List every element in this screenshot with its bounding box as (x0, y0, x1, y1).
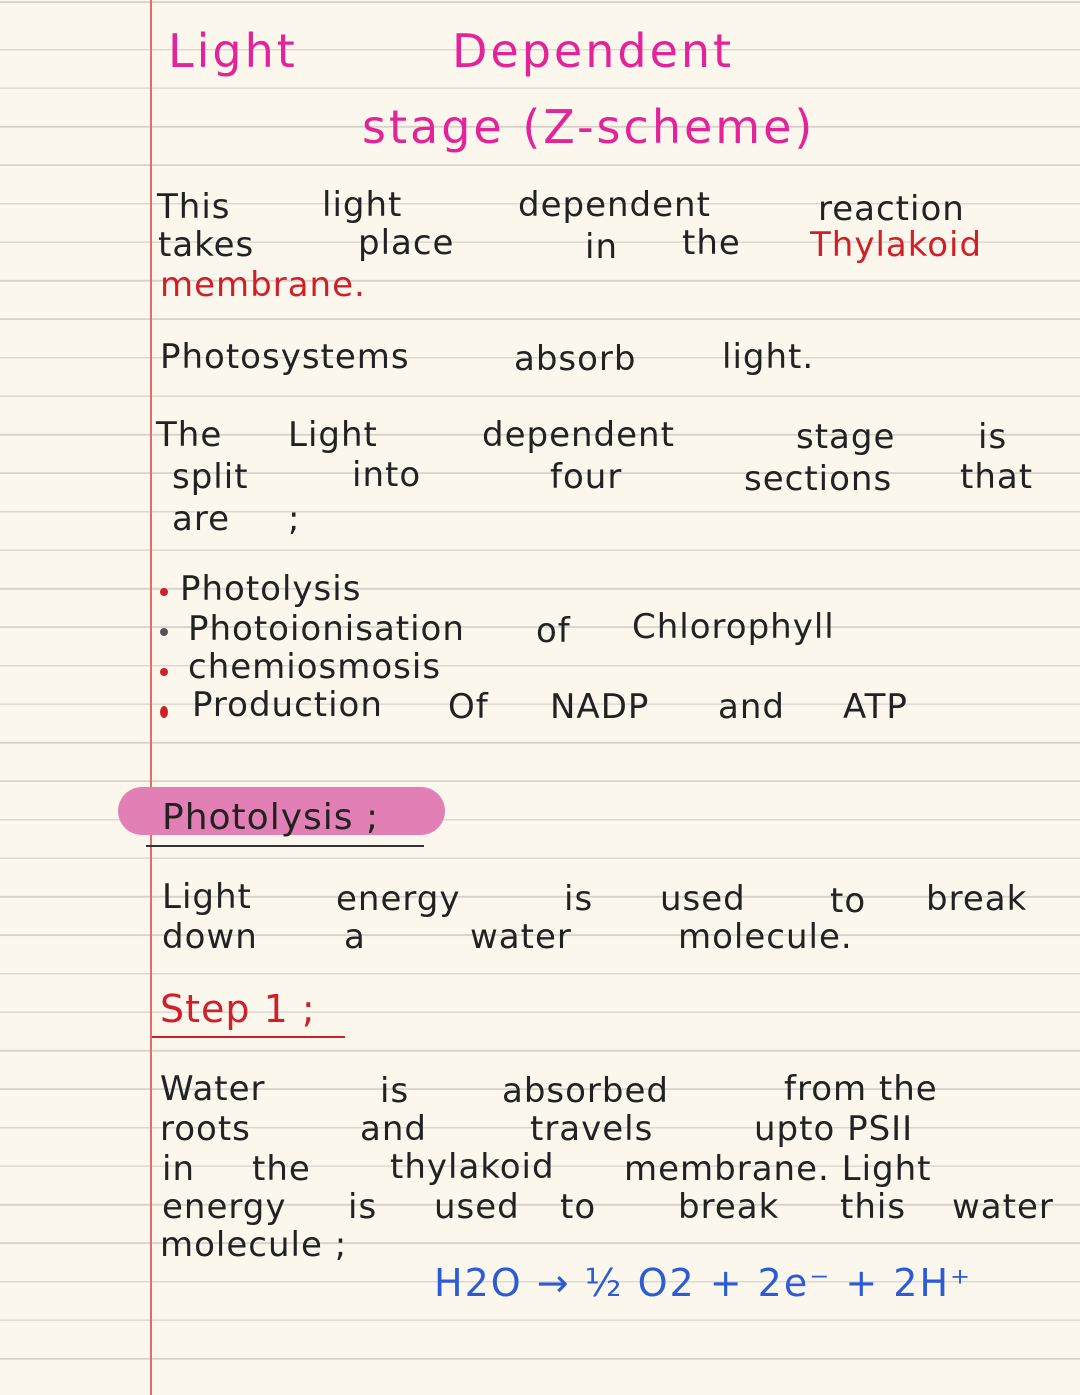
sections-word: into (352, 455, 422, 495)
photolysis-heading: Photolysis ; (162, 797, 380, 838)
step1-word: is (348, 1187, 378, 1227)
intro-word: in (585, 227, 618, 267)
intro-word: This (157, 187, 231, 227)
intro-word: dependent (518, 185, 711, 225)
definition-word: to (830, 881, 867, 921)
bullet-dot-icon (160, 628, 168, 636)
photosystems-word: Photosystems (160, 337, 410, 377)
step1-word: water (952, 1187, 1054, 1227)
sections-word: The (156, 415, 223, 455)
title-word-light: Light (168, 24, 298, 78)
sections-word: four (550, 457, 623, 497)
step1-word: travels (530, 1109, 654, 1149)
step1-word: thylakoid (390, 1147, 555, 1187)
step1-word: molecule ; (160, 1225, 348, 1265)
step1-word: the (252, 1149, 311, 1189)
step1-word: upto PSII (754, 1109, 914, 1149)
photosystems-word: light. (722, 337, 815, 377)
bullet-dot-icon (160, 706, 168, 718)
bullet-item-of: Of (448, 687, 489, 727)
bullet-item: chemiosmosis (188, 647, 442, 687)
definition-word: is (564, 879, 594, 919)
step1-word: break (678, 1187, 780, 1227)
title-word-dependent: Dependent (452, 24, 735, 78)
step1-heading: Step 1 ; (160, 987, 316, 1031)
photosystems-word: absorb (514, 339, 637, 379)
bullet-item-of: of (536, 611, 571, 651)
definition-word: used (660, 879, 746, 919)
intro-word: place (358, 223, 455, 263)
title-line2: stage (Z-scheme) (362, 100, 816, 154)
step1-word: roots (160, 1109, 251, 1149)
step1-word: energy (162, 1187, 287, 1227)
photolysis-equation: H2O → ½ O2 + 2e⁻ + 2H⁺ (434, 1261, 973, 1305)
step1-word: to (560, 1187, 597, 1227)
definition-word: molecule. (678, 917, 853, 957)
intro-word: light (322, 185, 403, 225)
intro-word: the (682, 223, 741, 263)
bullet-item-atp: ATP (843, 687, 908, 727)
sections-word: that (960, 457, 1034, 497)
bullet-item-and: and (718, 687, 785, 727)
definition-word: break (926, 879, 1028, 919)
step1-word: membrane. Light (624, 1149, 932, 1189)
step1-word: this (840, 1187, 907, 1227)
bullet-item: Photolysis (180, 569, 362, 609)
bullet-item: Production (192, 685, 383, 725)
step1-word: used (434, 1187, 520, 1227)
sections-word: is (978, 417, 1008, 457)
step1-underline (152, 1036, 345, 1038)
step1-word: from the (784, 1069, 938, 1109)
bullet-item: Photoionisation (188, 609, 465, 649)
step1-word: is (380, 1071, 410, 1111)
bullet-dot (160, 576, 168, 606)
definition-word: Light (162, 877, 252, 917)
intro-membrane: membrane. (160, 265, 366, 305)
intro-word: takes (158, 225, 255, 265)
definition-word: energy (336, 879, 461, 919)
bullet-item-chlorophyll: Chlorophyll (632, 607, 835, 647)
definition-word: down (162, 917, 258, 957)
step1-word: absorbed (502, 1071, 669, 1111)
margin-line (150, 0, 152, 1395)
step1-word: in (162, 1149, 195, 1189)
bullet-dot (160, 656, 168, 686)
heading-underline (146, 845, 424, 847)
step1-word: and (360, 1109, 427, 1149)
bullet-dot (160, 696, 168, 726)
bullet-dot (160, 616, 168, 646)
intro-word: reaction (818, 189, 965, 229)
definition-word: water (470, 917, 572, 957)
bullet-item-nadp: NADP (550, 687, 650, 727)
sections-word: sections (744, 459, 893, 499)
sections-word: ; (288, 499, 301, 539)
bullet-dot-icon (160, 588, 168, 596)
intro-thylakoid: Thylakoid (810, 225, 983, 265)
bullet-dot-icon (160, 668, 168, 676)
definition-word: a (344, 917, 366, 957)
step1-word: Water (160, 1069, 266, 1109)
sections-word: Light (288, 415, 378, 455)
sections-word: are (172, 499, 230, 539)
sections-word: dependent (482, 415, 675, 455)
sections-word: stage (796, 417, 896, 457)
sections-word: split (172, 457, 249, 497)
